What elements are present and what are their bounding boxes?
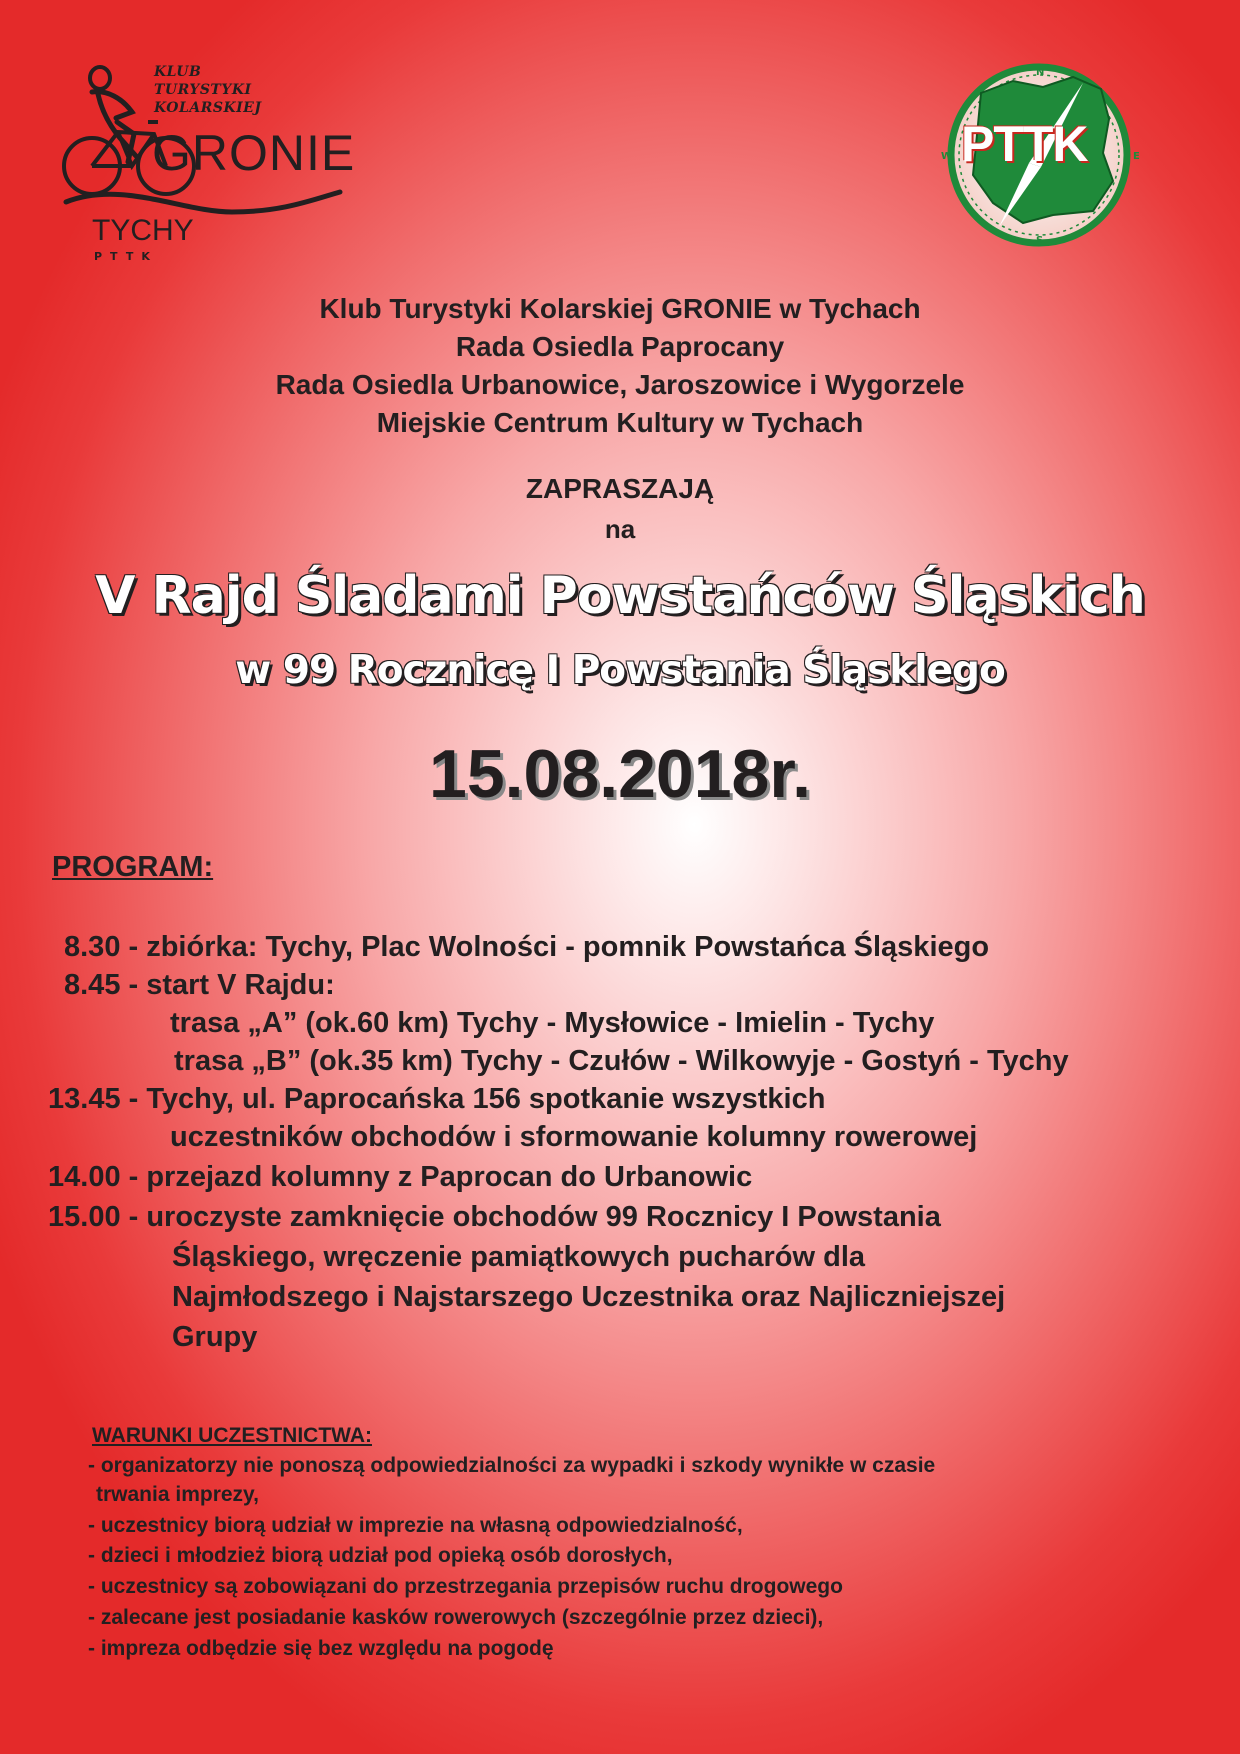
- organizer-line: Klub Turystyki Kolarskiej GRONIE w Tychach: [319, 293, 921, 324]
- pttk-logo-text: PTTK: [961, 116, 1088, 172]
- logo-pttk-caption: PTTK: [94, 250, 158, 263]
- logo-line-turystyki: TURYSTYKI: [154, 82, 252, 98]
- program-line: 8.45 - start V Rajdu:: [64, 969, 335, 1001]
- organizer-line: Rada Osiedla Paprocany: [455, 331, 785, 362]
- logo-city: TYCHY: [92, 214, 194, 247]
- logo-line-kolarskiej: KOLARSKIEJ: [154, 100, 262, 116]
- gronie-club-logo: [62, 62, 372, 272]
- condition-line: - impreza odbędzie się bez względu na pogodę: [88, 1637, 554, 1660]
- compass-w: W: [941, 151, 953, 162]
- program-line: uczestników obchodów i sformowanie kolumny rowerowej: [170, 1121, 978, 1153]
- program-line: trasa „A” (ok.60 km) Tychy - Mysłowice - Imielin - Tychy: [170, 1007, 935, 1039]
- program-line: trasa „B” (ok.35 km) Tychy - Czułów - Wilkowyje - Gostyń - Tychy: [174, 1045, 1069, 1077]
- condition-line: - dzieci i młodzież biorą udział pod opieką osób dorosłych,: [88, 1544, 673, 1567]
- program-line: 8.30 - zbiórka: Tychy, Plac Wolności - pomnik Powstańca Śląskiego: [64, 931, 990, 963]
- logo-line-klub: KLUB: [154, 64, 202, 80]
- compass-n: N: [1036, 67, 1045, 78]
- condition-line: - uczestnicy biorą udział w imprezie na własną odpowiedzialność,: [88, 1514, 743, 1537]
- conditions-heading: WARUNKI UCZESTNICTWA:: [92, 1424, 372, 1447]
- program-line: 15.00 - uroczyste zamknięcie obchodów 99 Rocznicy I Powstania: [48, 1201, 941, 1233]
- compass-s: S: [1036, 235, 1044, 246]
- event-subtitle: w 99 Rocznicę I Powstania Śląsklego: [235, 648, 1005, 693]
- event-title: V Rajd Śladami Powstańców Śląskich: [95, 566, 1145, 626]
- organizer-line: Miejskie Centrum Kultury w Tychach: [376, 407, 864, 438]
- program-line: 13.45 - Tychy, ul. Paprocańska 156 spotkanie wszystkich: [48, 1083, 826, 1115]
- condition-line: trwania imprezy,: [96, 1483, 259, 1506]
- program-line: 14.00 - przejazd kolumny z Paprocan do Urbanowic: [48, 1161, 753, 1193]
- compass-e: E: [1133, 151, 1140, 162]
- program-line: Śląskiego, wręczenie pamiątkowych pucharów dla: [172, 1241, 866, 1273]
- invite-heading: ZAPRASZAJĄ: [525, 473, 715, 504]
- condition-line: - uczestnicy są zobowiązani do przestrzegania przepisów ruchu drogowego: [88, 1575, 843, 1598]
- program-line: Grupy: [172, 1321, 258, 1353]
- condition-line: - zalecane jest posiadanie kasków rowerowych (szczególnie przez dzieci),: [88, 1606, 824, 1629]
- logo-gronie-name: GRONIE: [152, 125, 356, 181]
- organizer-line: Rada Osiedla Urbanowice, Jaroszowice i Wygorzele: [275, 369, 965, 400]
- program-line: Najmłodszego i Najstarszego Uczestnika oraz Najliczniejszej: [172, 1281, 1006, 1313]
- pttk-logo: [933, 63, 1145, 247]
- program-heading: PROGRAM:: [52, 851, 214, 883]
- invite-na: na: [604, 514, 636, 544]
- event-date: 15.08.2018r.: [429, 736, 811, 812]
- condition-line: - organizatorzy nie ponoszą odpowiedzialności za wypadki i szkody wynikłe w czasie: [88, 1454, 936, 1477]
